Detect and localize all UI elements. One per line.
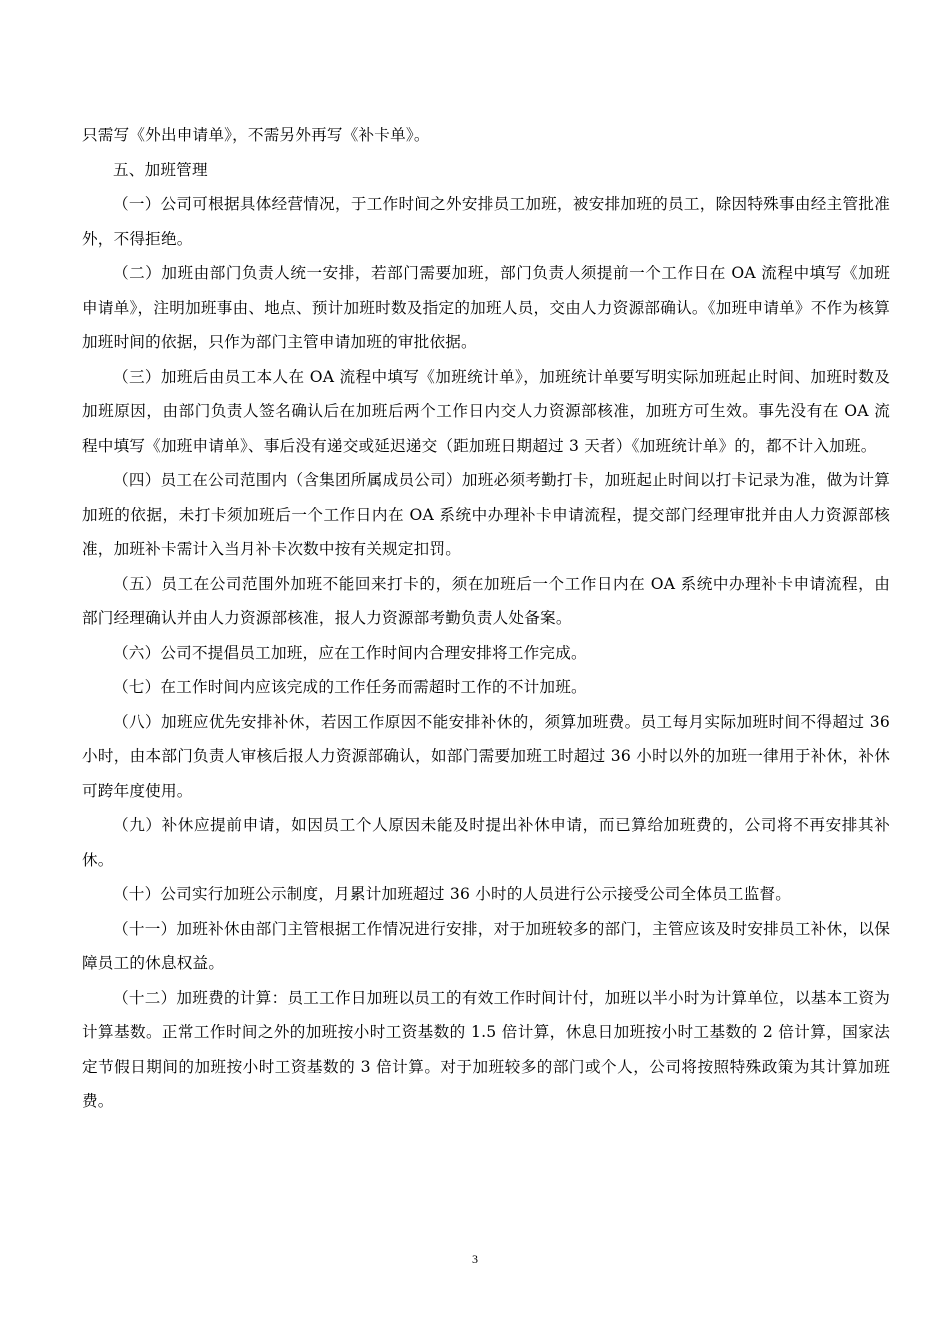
page-number: 3 bbox=[472, 1252, 478, 1266]
paragraph-clause-6: （六）公司不提倡员工加班，应在工作时间内合理安排将工作完成。 bbox=[113, 643, 587, 662]
document-body bbox=[82, 118, 890, 1119]
paragraph-clause-11: （十一）加班补休由部门主管根据工作情况进行安排，对于加班较多的部门，主管应该及时安排员工补休，以保障员工的休息权益。 bbox=[82, 919, 890, 972]
paragraph-continuation: 只需写《外出申请单》，不需另外再写《补卡单》。 bbox=[82, 126, 430, 144]
paragraph-clause-7: （七）在工作时间内应该完成的工作任务而需超时工作的不计加班。 bbox=[113, 678, 587, 696]
paragraph-clause-10: （十）公司实行加班公示制度，月累计加班超过 36 小时的人员进行公示接受公司全体员工监督。 bbox=[113, 885, 792, 903]
paragraph-clause-12: （十二）加班费的计算：员工工作日加班以员工的有效工作时间计付，加班以半小时为计算单位，以基本工资为计算基数。正常工作时间之外的加班按小时工资基数的 1.5 倍计算，休息日加班按小时工基数的 2 倍计算，国家法定节假日期间的加班按小时工资基数的 3 倍计算。对于加班较多的部门或个人，公司将按照特殊政策为其计算加班费。 bbox=[82, 988, 890, 1110]
paragraph-clause-5: （五）员工在公司范围外加班不能回来打卡的，须在加班后一个工作日内在 OA 系统中办理补卡申请流程，由部门经理确认并由人力资源部核准，报人力资源部考勤负责人处备案。 bbox=[82, 574, 890, 627]
paragraph-clause-3: （三）加班后由员工本人在 OA 流程中填写《加班统计单》，加班统计单要写明实际加班起止时间、加班时数及加班原因，由部门负责人签名确认后在加班后两个工作日内交人力资源部核准，加班方可生效。事先没有在 OA 流程中填写《加班申请单》、事后没有递交或延迟递交（距加班日期超过 3 天者）《加班统计单》的，都不计入加班。 bbox=[82, 367, 890, 455]
paragraph-clause-2: （二）加班由部门负责人统一安排，若部门需要加班，部门负责人须提前一个工作日在 OA 流程中填写《加班申请单》，注明加班事由、地点、预计加班时数及指定的加班人员，交由人力资源部确认。《加班申请单》不作为核算加班时间的依据，只作为部门主管申请加班的审批依据。 bbox=[82, 264, 890, 351]
section-heading-overtime-management: 五、加班管理 bbox=[113, 160, 208, 179]
paragraph-clause-9: （九）补休应提前申请，如因员工个人原因未能及时提出补休申请，而已算给加班费的，公司将不再安排其补休。 bbox=[82, 816, 890, 869]
paragraph-clause-8: （八）加班应优先安排补休，若因工作原因不能安排补休的，须算加班费。员工每月实际加班时间不得超过 36 小时，由本部门负责人审核后报人力资源部确认，如部门需要加班工时超过 36 小时以外的加班一律用于补休，补休可跨年度使用。 bbox=[82, 712, 890, 800]
paragraph-clause-4: （四）员工在公司范围内（含集团所属成员公司）加班必须考勤打卡，加班起止时间以打卡记录为准，做为计算加班的依据，未打卡须加班后一个工作日内在 OA 系统中办理补卡申请流程，提交部门经理审批并由人力资源部核准，加班补卡需计入当月补卡次数中按有关规定扣罚。 bbox=[82, 471, 890, 558]
paragraph-clause-1: （一）公司可根据具体经营情况，于工作时间之外安排员工加班，被安排加班的员工，除因特殊事由经主管批准外，不得拒绝。 bbox=[82, 195, 890, 248]
